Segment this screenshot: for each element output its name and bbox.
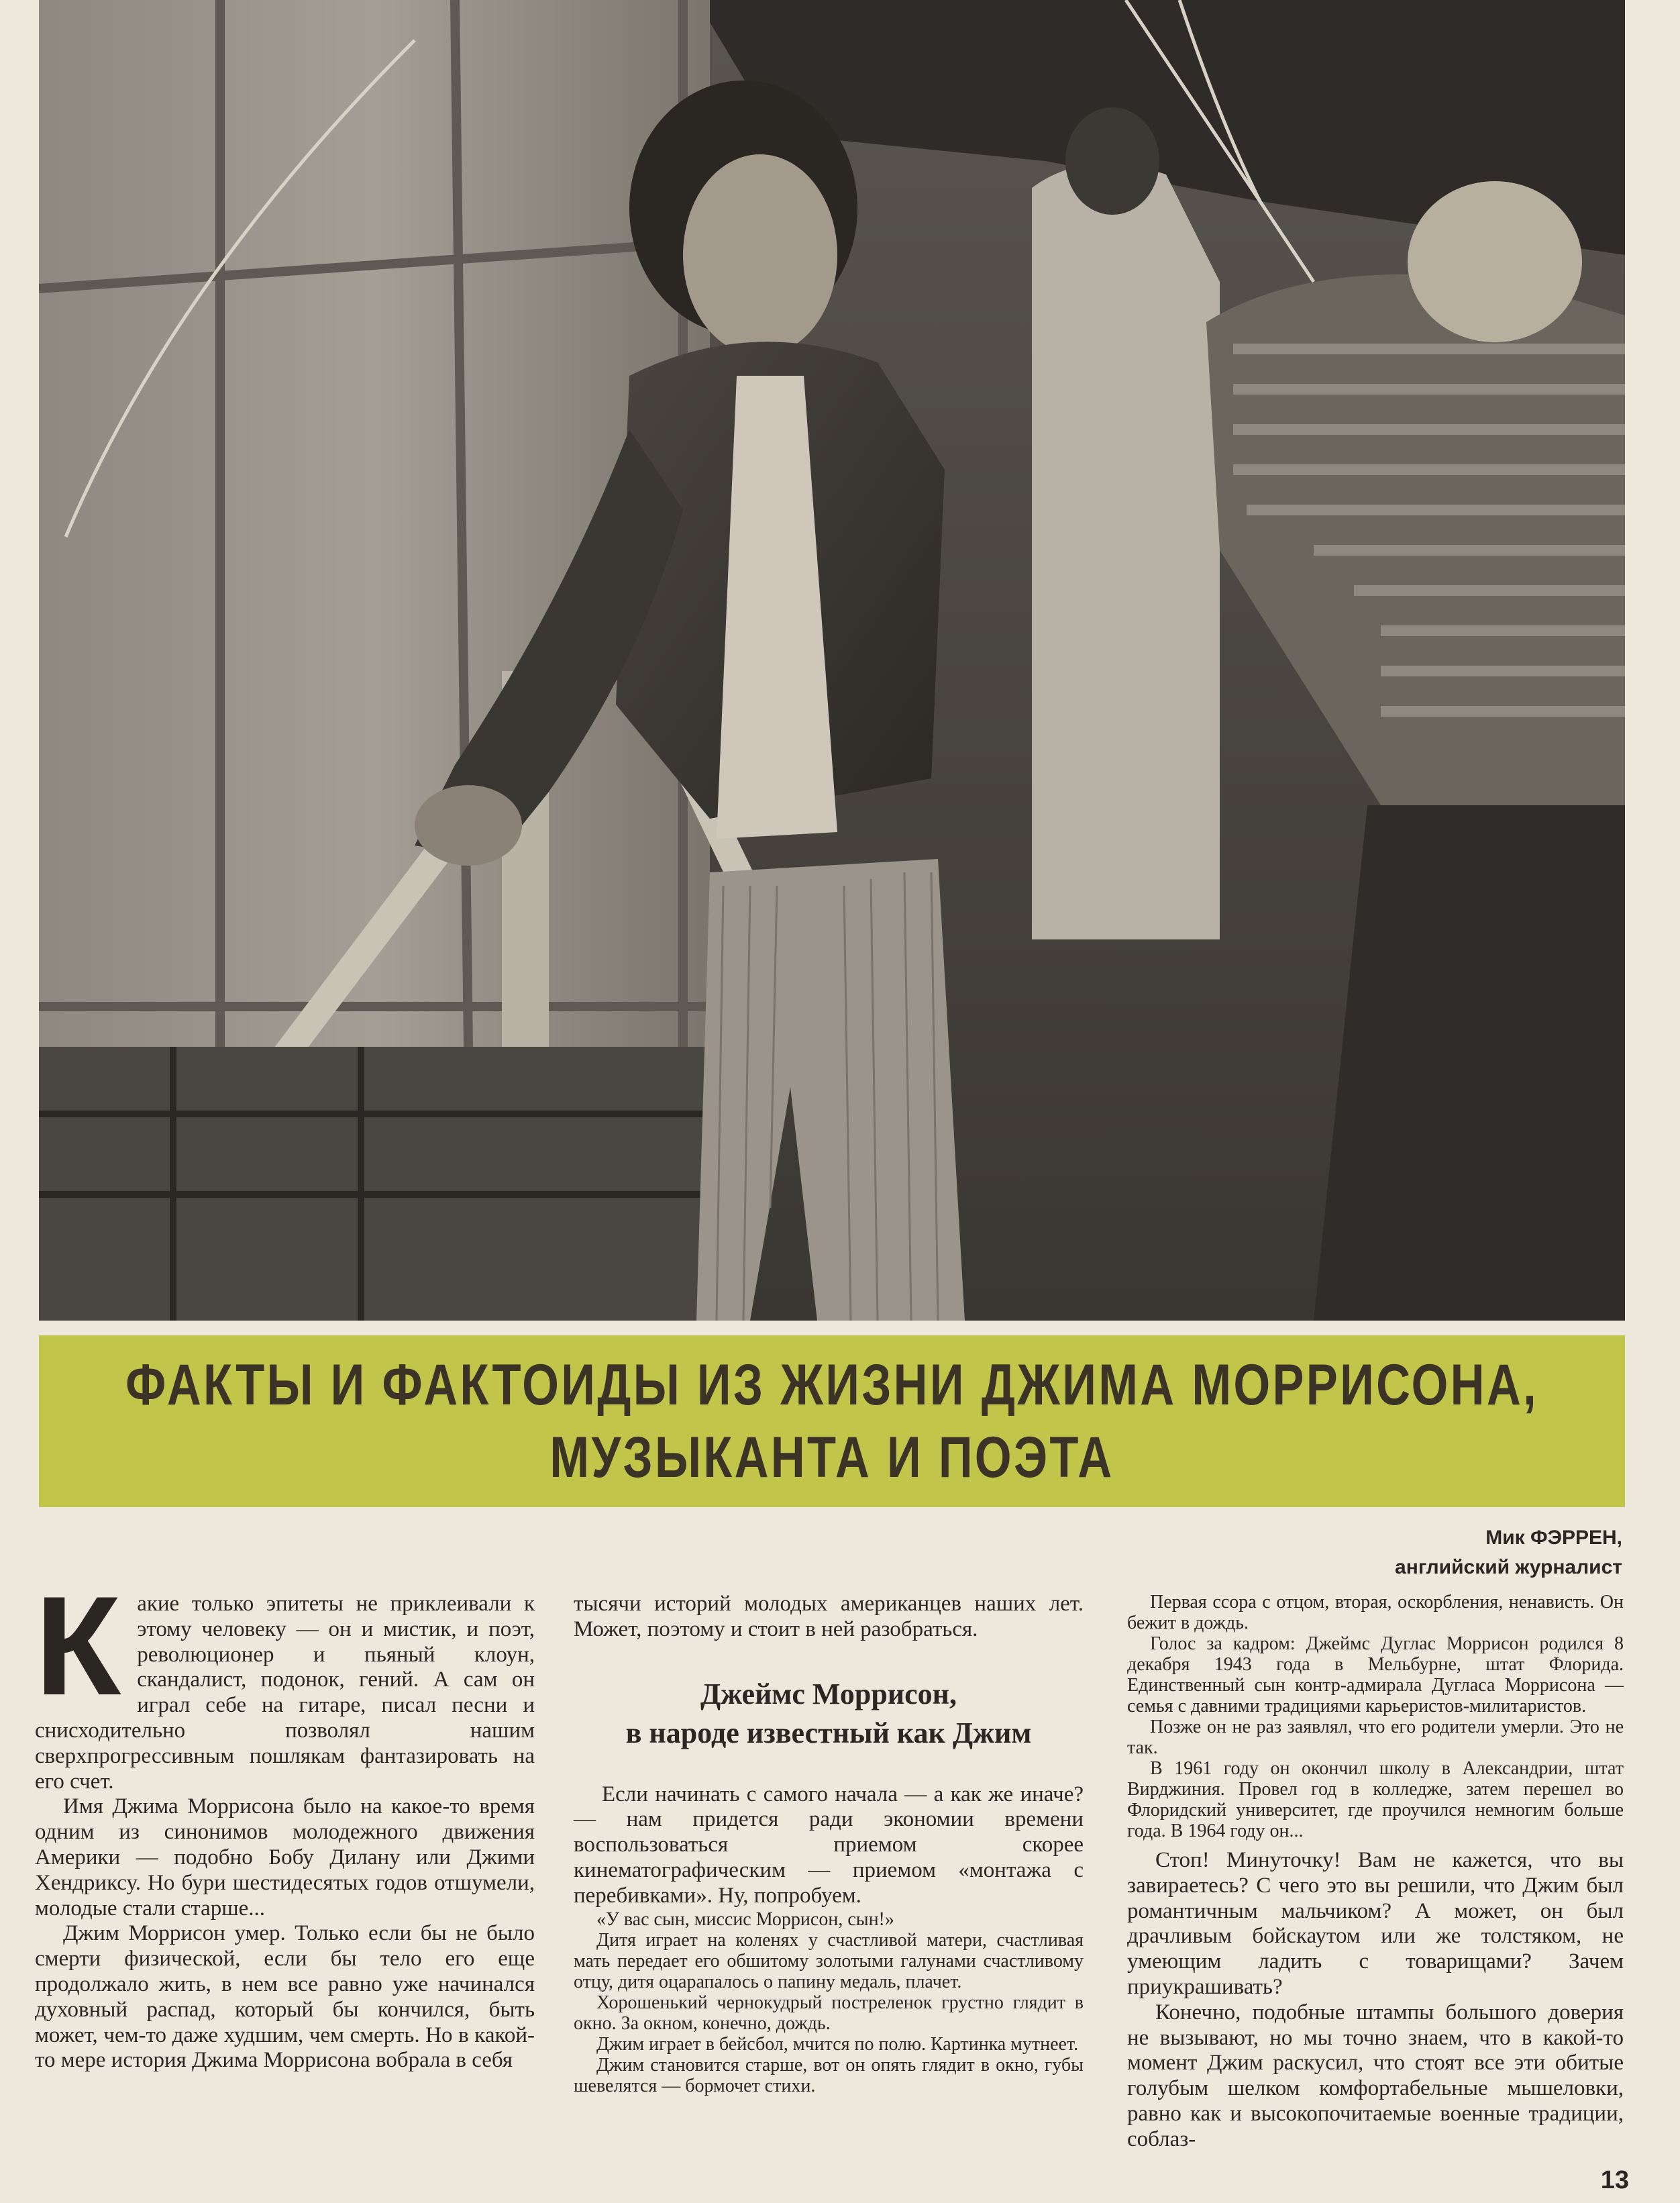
paragraph: Дитя играет на коленях у счастливой матери, счастливая мать передает его обшитому золотыми галунами счастливому отцу, дитя оцарапалось о папину медаль, плачет. — [574, 1929, 1084, 1992]
page-number: 13 — [1600, 2166, 1629, 2194]
paragraph: Голос за кадром: Джеймс Дуглас Моррисон родился 8 декабря 1943 года в Мельбурне, штат Флорида. Единственный сын контр-адмирала Дугласа Моррисона — семья с давними традициями карьеристов-милитаристов. — [1127, 1633, 1624, 1717]
subheading-line-2: в народе известный как Джим — [625, 1716, 1032, 1749]
paragraph: Имя Джима Моррисона было на какое-то время одним из синонимов молодежного движения Америки — подобно Бобу Дилану или Джими Хендриксу. Но бури шестидесятых годов отшумели, молодые стали старше... — [35, 1794, 535, 1920]
photo-illustration — [39, 0, 1625, 1321]
section-subheading — [574, 1675, 1084, 1753]
paragraph: «У вас сын, миссис Моррисон, сын!» — [596, 1908, 894, 1930]
text-column-1 — [35, 1567, 535, 2073]
author-name: Мик ФЭРРЕН, — [1485, 1527, 1622, 1549]
drop-cap: К — [35, 1567, 121, 1725]
paragraph: Хорошенький чернокудрый постреленок грустно глядит в окно. За окном, конечно, дождь. — [574, 1992, 1084, 2034]
montage-block — [574, 1909, 1084, 2096]
paragraph: В 1961 году он окончил школу в Александрии, штат Вирджиния. Провел год в колледже, затем перешел во Флоридский университет, где проучился немногим больше года. В 1964 году он... — [1127, 1758, 1624, 1841]
paragraph: Первая ссора с отцом, вторая, оскорбления, ненависть. Он бежит в дождь. — [1127, 1592, 1624, 1633]
article-title-line-2: МУЗЫКАНТА И ПОЭТА — [549, 1425, 1114, 1490]
paragraph: Стоп! Минуточку! Вам не кажется, что вы завираетесь? С чего это вы решили, что Джим был романтичным мальчиком? А может, он был драчливым бойскаутом или же толстяком, не умеющим ладить с товарищами? Зачем приукрашивать? — [1127, 1848, 1624, 1999]
paragraph: Джим играет в бейсбол, мчится по полю. Картинка мутнеет. — [596, 2033, 1079, 2055]
subheading-line-1: Джеймс Моррисон, — [700, 1677, 957, 1710]
paragraph: Если начинать с самого начала — а как же иначе? — нам придется ради экономии времени воспользоваться приемом скорее кинематографическим — приемом «монтажа с перебивками». Ну, попробуем. — [574, 1782, 1084, 1908]
text-column-3 — [1127, 1592, 1624, 2153]
montage-block — [1127, 1592, 1624, 1841]
paragraph: Позже он не раз заявлял, что его родители умерли. Это не так. — [1127, 1717, 1624, 1758]
photo-jim-morrison — [39, 0, 1625, 1321]
paragraph: тысячи историй молодых американцев наших лет. Может, поэтому и стоит в ней разобраться. — [574, 1592, 1084, 1641]
paragraph: акие только эпитеты не приклеивали к этому человеку — он и мистик, и поэт, революционер и пьяный клоун, скандалист, подонок, гений. А сам он играл себе на гитаре, писал песни и снисходительно позволял нашим сверхпрогрессивным пошлякам фантазировать на его счет. — [35, 1592, 535, 1794]
paragraph: Джим Моррисон умер. Только если бы не было смерти физической, если бы тело его еще продолжало жить, в нем все равно уже начинался духовный распад, который бы кончился, быть может, чем-то даже худшим, чем смерть. Но в какой-то мере история Джима Моррисона вобрала в себя — [35, 1921, 535, 2073]
title-banner — [39, 1335, 1625, 1507]
text-column-2 — [574, 1592, 1084, 2096]
paragraph: Джим становится старше, вот он опять глядит в окно, губы шевелятся — бормочет стихи. — [574, 2054, 1084, 2096]
paragraph: Конечно, подобные штампы большого доверия не вызывают, но мы точно знаем, что в какой-то момент Джим раскусил, что стоят все эти обитые голубым шелком комфортабельные мышеловки, равно как и высокопочитаемые военные традиции, соблаз- — [1127, 2000, 1624, 2151]
byline — [1395, 1523, 1622, 1582]
article-title-line-1: ФАКТЫ И ФАКТОИДЫ ИЗ ЖИЗНИ ДЖИМА МОРРИСОНА, — [125, 1353, 1538, 1417]
author-role: английский журналист — [1395, 1556, 1622, 1578]
